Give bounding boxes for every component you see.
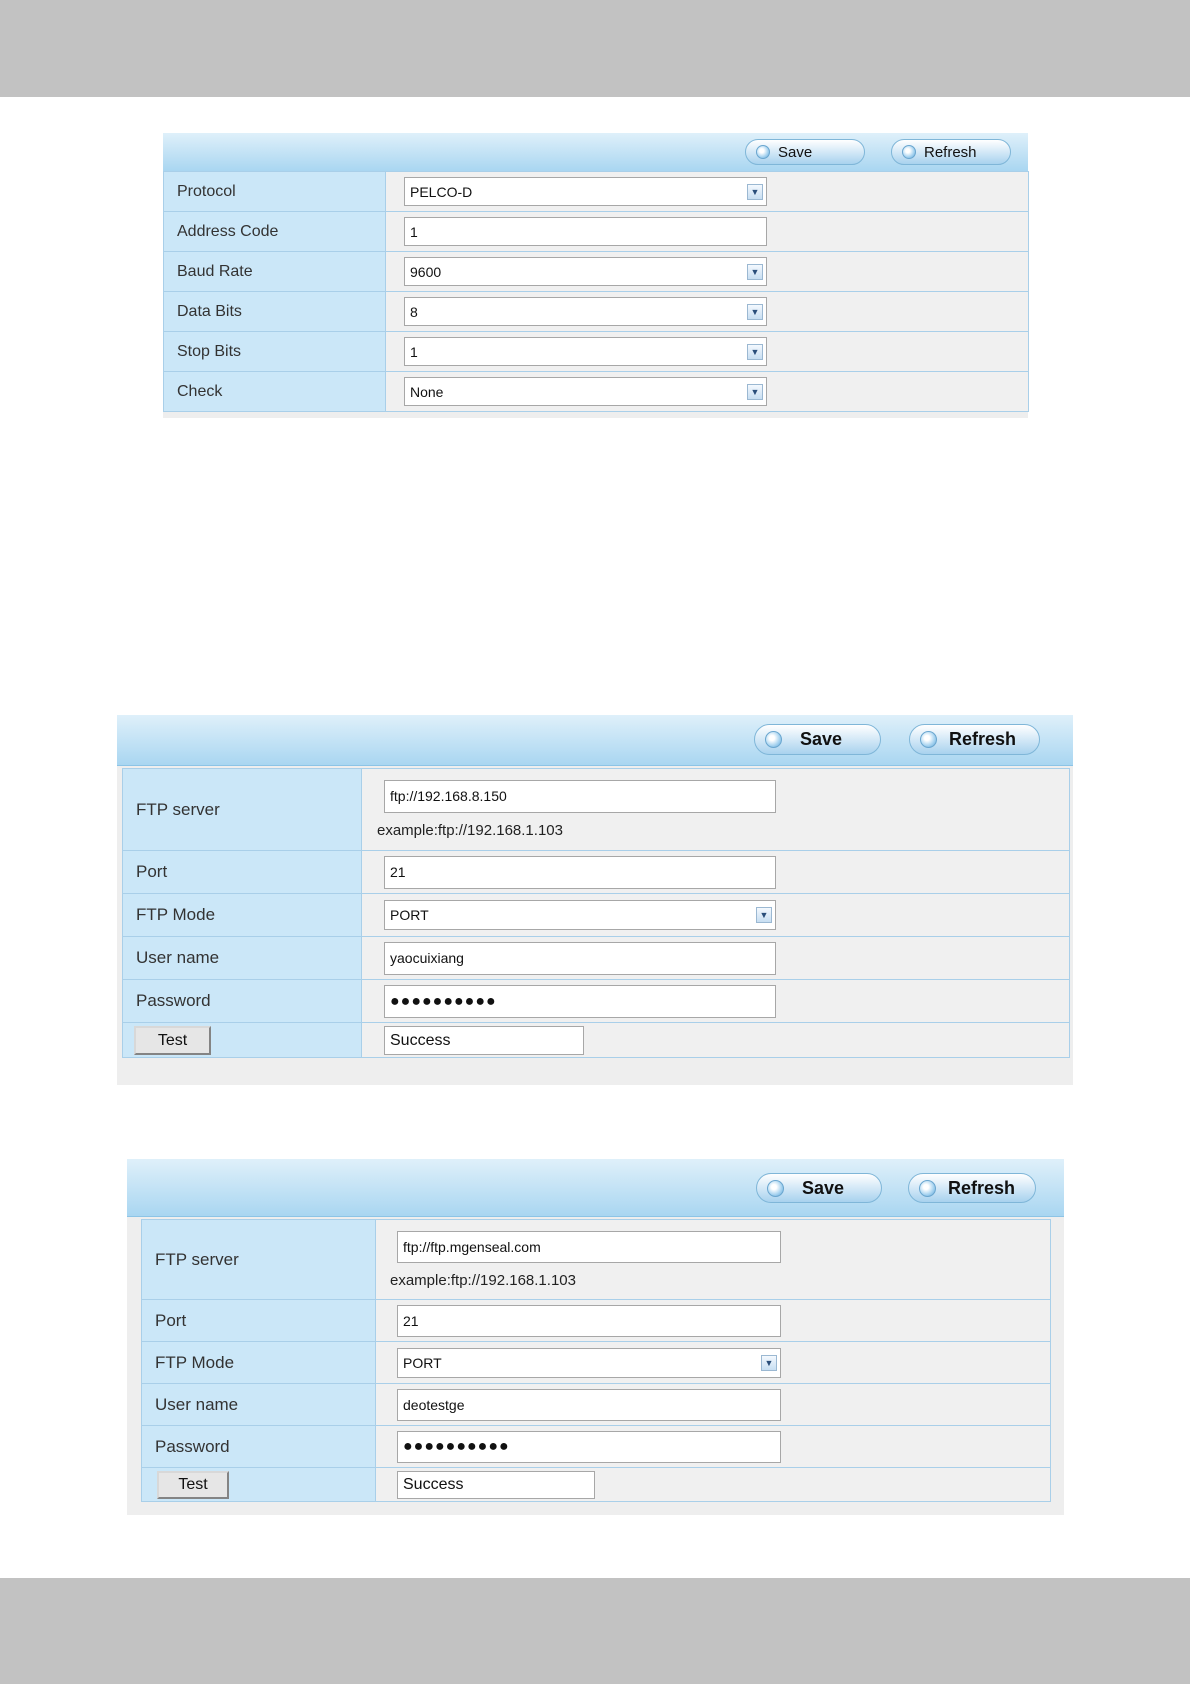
data-bits-row	[164, 292, 1029, 332]
chevron-down-icon[interactable]: ▼	[747, 384, 763, 400]
port-label: Port	[142, 1300, 376, 1342]
address-code-value: 1	[410, 224, 418, 240]
protocol-row	[164, 172, 1029, 212]
panel-toolbar	[127, 1159, 1064, 1217]
port-value: 21	[403, 1312, 419, 1329]
chevron-down-icon[interactable]: ▼	[756, 907, 772, 923]
data-bits-value: 8	[410, 304, 418, 320]
port-row	[142, 1300, 1051, 1342]
data-bits-select[interactable]	[404, 297, 767, 326]
ftp-server-value: ftp://ftp.mgenseal.com	[403, 1238, 541, 1255]
chevron-down-icon[interactable]: ▼	[761, 1355, 777, 1371]
save-label: Save	[802, 1177, 845, 1198]
username-row	[123, 937, 1070, 980]
ftp-settings-table	[141, 1219, 1051, 1502]
baud-rate-row	[164, 252, 1029, 292]
password-value: ●●●●●●●●●●	[403, 1437, 510, 1455]
save-button[interactable]	[756, 1173, 882, 1203]
port-row	[123, 851, 1070, 894]
ftp-server-label: FTP server	[123, 769, 362, 851]
ftp-server-input[interactable]	[384, 780, 776, 813]
password-input[interactable]	[397, 1431, 781, 1463]
panel-toolbar	[117, 715, 1073, 766]
chevron-down-icon[interactable]: ▼	[747, 304, 763, 320]
baud-rate-value: 9600	[410, 264, 442, 280]
ftp-mode-value: PORT	[390, 907, 429, 923]
password-input[interactable]	[384, 985, 776, 1018]
test-button[interactable]: Test	[134, 1026, 211, 1055]
baud-rate-label: Baud Rate	[164, 252, 386, 292]
stop-bits-row	[164, 332, 1029, 372]
refresh-button[interactable]	[909, 724, 1040, 755]
password-label: Password	[123, 980, 362, 1023]
refresh-circle-icon	[919, 1180, 936, 1197]
password-label: Password	[142, 1426, 376, 1468]
ptz-settings-panel	[163, 133, 1028, 418]
ftp-settings-panel-1	[117, 715, 1073, 1085]
test-result-field	[397, 1471, 595, 1499]
ftp-mode-value: PORT	[403, 1354, 442, 1371]
data-bits-label: Data Bits	[164, 292, 386, 332]
refresh-circle-icon	[920, 731, 937, 748]
refresh-circle-icon	[765, 731, 782, 748]
username-value: deotestge	[403, 1396, 465, 1413]
refresh-label: Refresh	[924, 143, 977, 161]
baud-rate-select[interactable]	[404, 257, 767, 286]
ptz-settings-table	[163, 171, 1029, 412]
ftp-mode-row	[123, 894, 1070, 937]
chevron-down-icon[interactable]: ▼	[747, 184, 763, 200]
ftp-settings-table	[122, 768, 1070, 1058]
ftp-server-value: ftp://192.168.8.150	[390, 788, 507, 804]
chevron-down-icon[interactable]: ▼	[747, 344, 763, 360]
username-value: yaocuixiang	[390, 949, 464, 966]
port-label: Port	[123, 851, 362, 894]
port-input[interactable]	[384, 856, 776, 889]
username-input[interactable]	[397, 1389, 781, 1421]
address-code-row	[164, 212, 1029, 252]
port-value: 21	[390, 863, 406, 880]
ftp-settings-panel-2	[127, 1159, 1064, 1515]
refresh-label: Refresh	[949, 729, 1017, 749]
refresh-button[interactable]	[891, 139, 1011, 165]
ftp-server-row	[123, 769, 1070, 851]
test-button[interactable]: Test	[157, 1471, 229, 1499]
ftp-mode-select[interactable]	[397, 1348, 781, 1378]
address-code-label: Address Code	[164, 212, 386, 252]
ftp-server-example: example:ftp://192.168.1.103	[377, 822, 563, 839]
password-row	[123, 980, 1070, 1023]
ftp-server-input[interactable]	[397, 1231, 781, 1263]
test-result-value: Success	[403, 1475, 464, 1493]
refresh-button[interactable]	[908, 1173, 1036, 1203]
port-input[interactable]	[397, 1305, 781, 1337]
test-result-value: Success	[390, 1031, 451, 1049]
password-value: ●●●●●●●●●●	[390, 992, 497, 1010]
save-label: Save	[778, 143, 813, 161]
panel-toolbar	[163, 133, 1028, 172]
check-label: Check	[164, 372, 386, 412]
ftp-server-label: FTP server	[142, 1220, 376, 1300]
check-select[interactable]	[404, 377, 767, 406]
stop-bits-select[interactable]	[404, 337, 767, 366]
ftp-server-row	[142, 1220, 1051, 1300]
username-row	[142, 1384, 1051, 1426]
chevron-down-icon[interactable]: ▼	[747, 264, 763, 280]
stop-bits-value: 1	[410, 344, 418, 360]
ftp-mode-select[interactable]	[384, 900, 776, 930]
refresh-circle-icon	[767, 1180, 784, 1197]
ftp-mode-row	[142, 1342, 1051, 1384]
username-label: User name	[123, 937, 362, 980]
protocol-select[interactable]	[404, 177, 767, 206]
check-row	[164, 372, 1029, 412]
username-input[interactable]	[384, 942, 776, 975]
save-label: Save	[800, 729, 843, 749]
top-page-band	[0, 0, 1190, 97]
ftp-mode-label: FTP Mode	[142, 1342, 376, 1384]
test-row	[123, 1023, 1070, 1058]
save-button[interactable]	[745, 139, 865, 165]
address-code-input[interactable]	[404, 217, 767, 246]
refresh-circle-icon	[902, 145, 916, 159]
bottom-page-band	[0, 1578, 1190, 1684]
save-button[interactable]	[754, 724, 881, 755]
username-label: User name	[142, 1384, 376, 1426]
protocol-value: PELCO-D	[410, 184, 473, 200]
test-row	[142, 1468, 1051, 1502]
refresh-label: Refresh	[948, 1177, 1016, 1198]
stop-bits-label: Stop Bits	[164, 332, 386, 372]
protocol-label: Protocol	[164, 172, 386, 212]
check-value: None	[410, 384, 444, 400]
refresh-circle-icon	[756, 145, 770, 159]
ftp-mode-label: FTP Mode	[123, 894, 362, 937]
ftp-server-example: example:ftp://192.168.1.103	[390, 1271, 576, 1289]
test-result-field	[384, 1026, 584, 1055]
password-row	[142, 1426, 1051, 1468]
